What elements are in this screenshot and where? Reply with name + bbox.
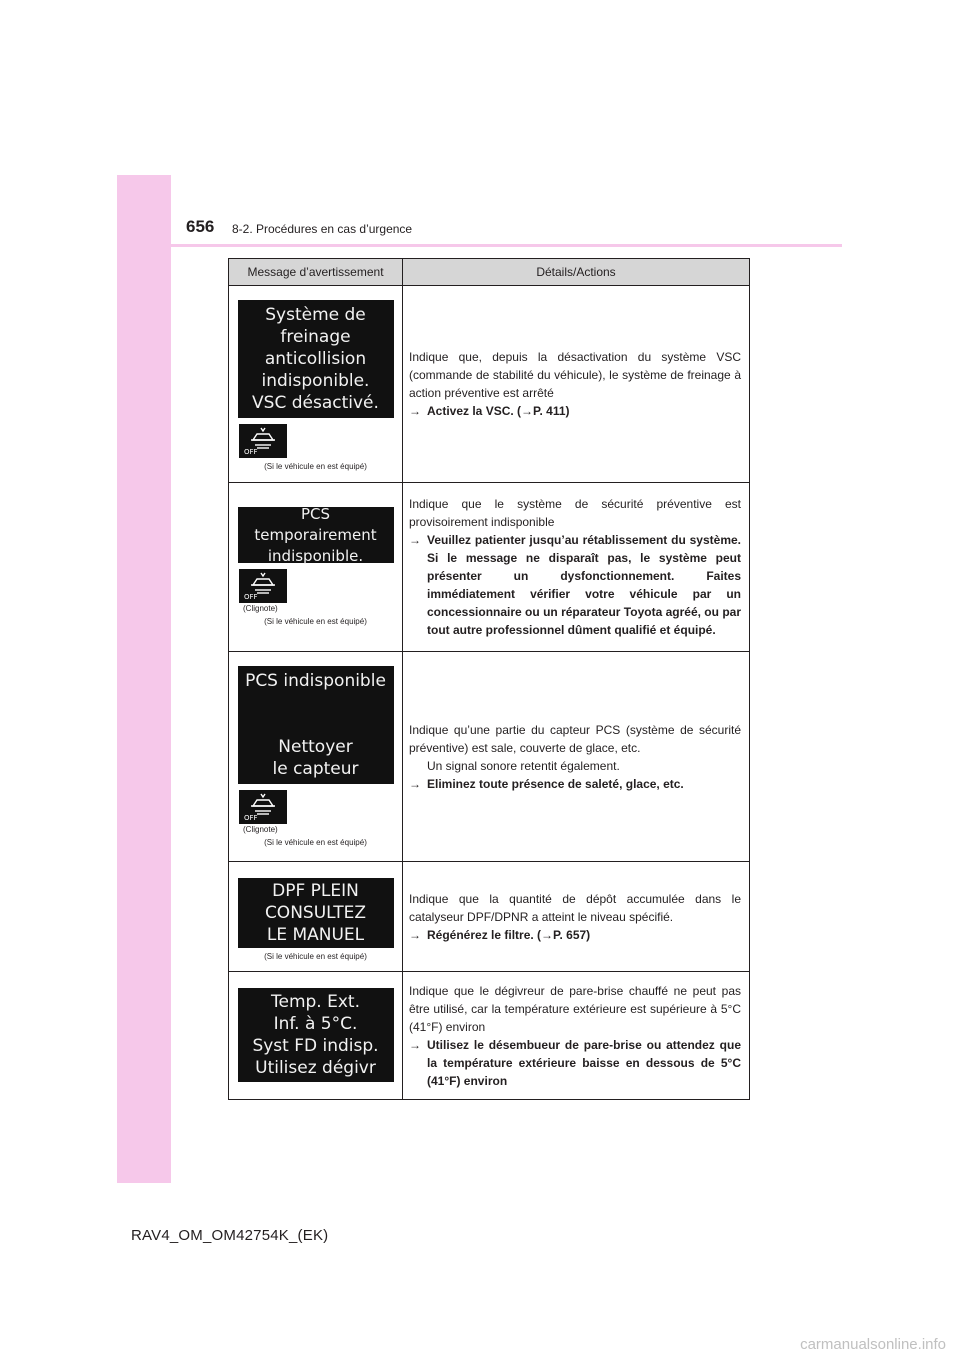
table-row: [229, 972, 750, 1100]
message-cell: [229, 483, 403, 652]
details-text: Indique que le dégivreur de pare-brise chauffé ne peut pas être utilisé, car la température extérieure est supérieure à 5°C (41°F) environ: [409, 983, 741, 1034]
warning-screen: Système de freinage anticollision indisponible. VSC désactivé.: [238, 300, 394, 418]
arrow-right-icon: →: [409, 927, 421, 942]
blink-note: (Clignote): [243, 604, 278, 613]
arrow-right-icon: →: [409, 533, 421, 547]
details-cell: [403, 652, 750, 862]
details-cell: [403, 286, 750, 483]
section-title: 8-2. Procédures en cas d’urgence: [232, 222, 413, 236]
document-id: RAV4_OM_OM42754K_(EK): [131, 1227, 329, 1244]
details-cell: [403, 972, 750, 1100]
arrow-right-icon: →: [409, 404, 421, 418]
col-header-details: Détails/Actions: [403, 259, 750, 286]
table-row: [229, 862, 750, 972]
table-row: [229, 483, 750, 652]
page-number: 656: [186, 217, 215, 236]
col-header-message: Message d’avertissement: [229, 259, 403, 286]
message-cell: [229, 972, 403, 1100]
message-cell: [229, 862, 403, 972]
pre-collision-off-icon: OFF: [239, 569, 287, 603]
details-text: Indique que le système de sécurité préventive est provisoirement indisponible: [409, 497, 741, 529]
table-header-row: [229, 259, 750, 286]
details-text: Indique que, depuis la désactivation du système VSC (commande de stabilité du véhicule), le système de freinage à action préventive est arrêté: [409, 350, 741, 400]
blink-note: (Clignote): [243, 825, 278, 834]
warning-screen: DPF PLEIN CONSULTEZ LE MANUEL: [238, 878, 394, 948]
table-row: [229, 652, 750, 862]
equipment-note: (Si le véhicule en est équipé): [264, 838, 367, 847]
warning-screen: Temp. Ext. Inf. à 5°C. Syst FD indisp. Utilisez dégivr: [238, 988, 394, 1082]
action-text: Veuillez patienter jusqu’au rétablissement du système. Si le message ne disparaît pas, le système peut présenter un dysfonctionnement. Faites immédiatement vérifier votre véhicule par un concessionnaire ou un réparateur Toyota agréé, ou par tout autre professionnel dûment qualifié et équipé.: [427, 533, 741, 637]
details-cell: [403, 862, 750, 972]
watermark: carmanualsonline.info: [800, 1336, 946, 1353]
equipment-note: (Si le véhicule en est équipé): [264, 462, 367, 471]
warning-screen: PCS temporairement indisponible.: [238, 507, 394, 563]
action-text: Activez la VSC. (→P. 411): [427, 404, 570, 418]
equipment-note: (Si le véhicule en est équipé): [264, 617, 367, 626]
sidebar-tab: [117, 175, 171, 1183]
arrow-right-icon: →: [409, 776, 421, 791]
pre-collision-off-icon: OFF: [239, 790, 287, 824]
equipment-note: (Si le véhicule en est équipé): [264, 952, 367, 961]
table-row: [229, 286, 750, 483]
arrow-right-icon: →: [409, 1037, 421, 1052]
message-cell: [229, 286, 403, 483]
action-text: Utilisez le désembueur de pare-brise ou attendez que la température extérieure baisse en dessous de 5°C (41°F) environ: [427, 1037, 741, 1088]
warning-table: [228, 258, 750, 1100]
details-text: Indique qu’une partie du capteur PCS (système de sécurité préventive) est sale, couverte de glace, etc.: [409, 722, 741, 755]
pre-collision-off-icon: OFF: [239, 424, 287, 458]
details-text: Indique que la quantité de dépôt accumulée dans le catalyseur DPF/DPNR a atteint le niveau spécifié.: [409, 891, 741, 924]
message-cell: [229, 652, 403, 862]
details-text-2: Un signal sonore retentit également.: [427, 758, 620, 773]
warning-screen: PCS indisponible Nettoyer le capteur: [238, 666, 394, 784]
header-rule: [171, 244, 842, 247]
action-text: Régénérez le filtre. (→P. 657): [427, 927, 591, 942]
action-text: Eliminez toute présence de saleté, glace, etc.: [427, 776, 684, 791]
details-cell: [403, 483, 750, 652]
